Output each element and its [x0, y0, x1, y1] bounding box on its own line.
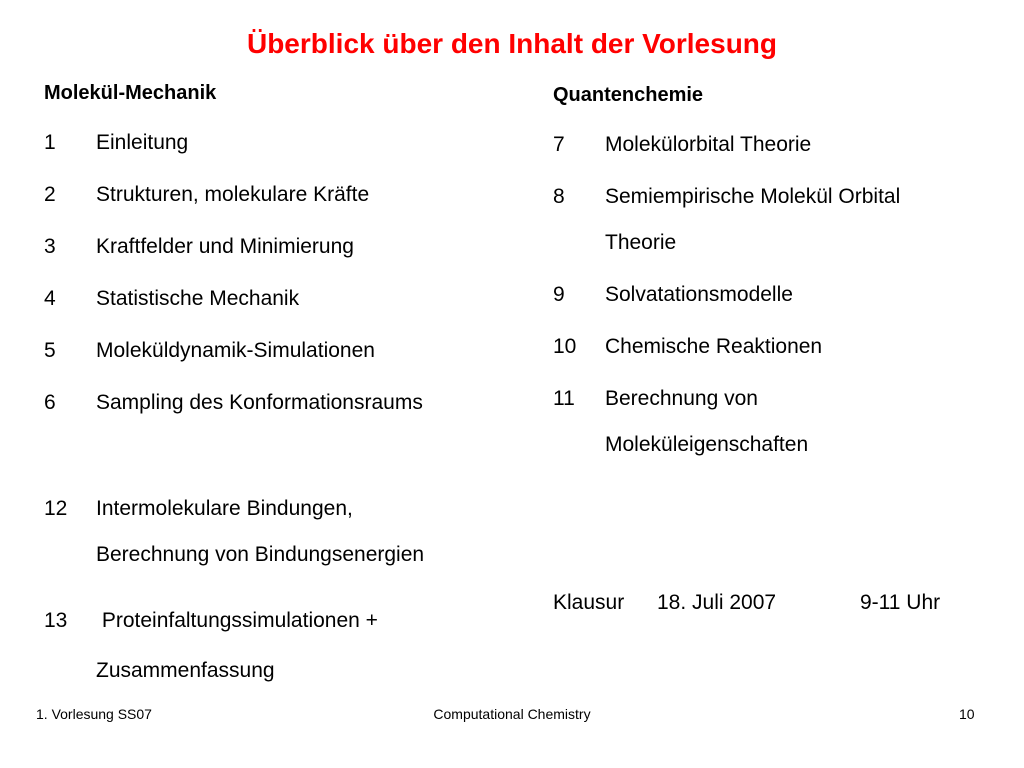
exam-date: 18. Juli 2007: [657, 591, 777, 614]
right-column-heading: Quantenchemie: [553, 84, 704, 106]
item-text: Berechnung von: [605, 387, 758, 410]
item-text: Sampling des Konformationsraums: [96, 391, 423, 414]
item-text: Molekülorbital Theorie: [605, 133, 812, 156]
item-number: 10: [553, 335, 577, 358]
item-number: 13: [44, 609, 68, 632]
item-text: Moleküldynamik-Simulationen: [96, 339, 375, 362]
item-text-continuation: Zusammenfassung: [96, 659, 275, 682]
left-column-heading: Molekül-Mechanik: [44, 82, 217, 104]
exam-time: 9-11 Uhr: [860, 591, 941, 614]
item-number: 5: [44, 339, 56, 362]
footer-page-number: 10: [959, 706, 975, 722]
item-text: Einleitung: [96, 131, 189, 154]
footer-course: Computational Chemistry: [433, 706, 591, 722]
item-text: Kraftfelder und Minimierung: [96, 235, 354, 258]
item-text: Proteinfaltungssimulationen +: [96, 609, 378, 632]
footer-lecture: 1. Vorlesung SS07: [36, 706, 152, 722]
item-text: Chemische Reaktionen: [605, 335, 823, 358]
item-number: 4: [44, 287, 56, 310]
item-text: Intermolekulare Bindungen,: [96, 497, 353, 520]
slide-title: Überblick über den Inhalt der Vorlesung: [246, 28, 778, 59]
item-text: Statistische Mechanik: [96, 287, 300, 310]
item-number: 6: [44, 391, 56, 414]
item-number: 3: [44, 235, 56, 258]
item-number: 8: [553, 185, 565, 208]
item-text: Solvatationsmodelle: [605, 283, 793, 306]
item-text-continuation: Theorie: [605, 231, 677, 254]
item-text-continuation: Moleküleigenschaften: [605, 433, 809, 456]
item-number: 2: [44, 183, 56, 206]
item-number: 11: [553, 387, 575, 410]
item-number: 7: [553, 133, 565, 156]
item-text: Semiempirische Molekül Orbital: [605, 185, 901, 208]
exam-label: Klausur: [553, 591, 625, 614]
item-number: 12: [44, 497, 68, 520]
item-text-continuation: Berechnung von Bindungsenergien: [96, 543, 425, 566]
item-text: Strukturen, molekulare Kräfte: [96, 183, 370, 206]
item-number: 9: [553, 283, 565, 306]
item-number: 1: [44, 131, 56, 154]
